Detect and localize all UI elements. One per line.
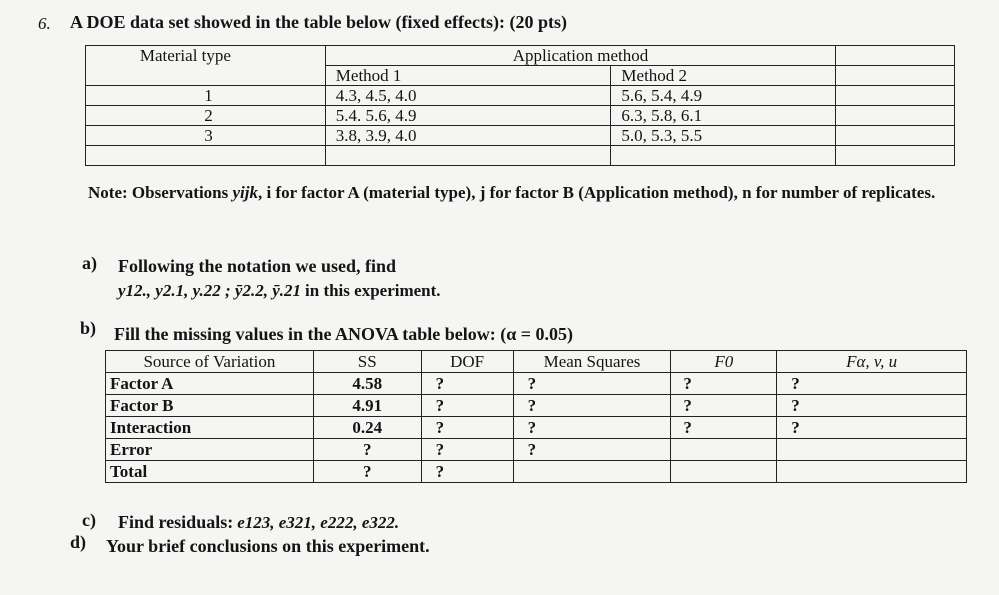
question-number: 6. <box>38 14 51 33</box>
note-symbol: yijk <box>232 183 258 202</box>
source-cell: Error <box>106 439 314 461</box>
material-type-header: Material type <box>86 46 326 86</box>
note-text <box>88 183 958 202</box>
note-body: , i for factor A (material type), j for factor B (Application method), n for number of replicates. <box>257 183 936 202</box>
ss-cell: ? <box>313 461 421 483</box>
ss-cell: 4.58 <box>313 373 421 395</box>
table-row <box>106 439 967 461</box>
source-cell: Interaction <box>106 417 314 439</box>
table-row <box>106 395 967 417</box>
f0-cell: ? <box>671 395 777 417</box>
application-method-header: Application method <box>325 46 835 66</box>
empty-cell <box>325 146 611 166</box>
method1-cell: 5.4. 5.6, 4.9 <box>325 106 611 126</box>
source-cell: Total <box>106 461 314 483</box>
part-c-text: Find residuals: <box>118 512 234 532</box>
table-row <box>86 86 955 106</box>
part-c-math: e123, e321, e222, e322. <box>237 513 400 532</box>
table-row <box>106 417 967 439</box>
ms-cell: ? <box>513 439 671 461</box>
method2-header: Method 2 <box>611 66 836 86</box>
method2-cell: 6.3, 5.8, 6.1 <box>611 106 836 126</box>
empty-cell <box>836 106 955 126</box>
f0-cell: ? <box>671 373 777 395</box>
empty-cell <box>836 46 955 66</box>
anova-header-row <box>106 351 967 373</box>
header-source: Source of Variation <box>106 351 314 373</box>
empty-cell <box>836 66 955 86</box>
material-type-cell: 3 <box>86 126 326 146</box>
f0-cell: ? <box>671 417 777 439</box>
dof-cell: ? <box>421 373 513 395</box>
method2-cell: 5.0, 5.3, 5.5 <box>611 126 836 146</box>
dof-cell: ? <box>421 439 513 461</box>
ss-cell: ? <box>313 439 421 461</box>
question-title: A DOE data set showed in the table below (fixed effects): (20 pts) <box>70 12 567 32</box>
ss-cell: 4.91 <box>313 395 421 417</box>
header-ss: SS <box>313 351 421 373</box>
empty-cell <box>836 86 955 106</box>
part-c-line <box>118 512 399 533</box>
fcrit-cell <box>777 461 967 483</box>
header-f0: F0 <box>671 351 777 373</box>
empty-cell <box>86 146 326 166</box>
part-b-text: Fill the missing values in the ANOVA table below: (α = 0.05) <box>114 324 573 344</box>
fcrit-cell: ? <box>777 417 967 439</box>
part-a-text: Following the notation we used, find <box>118 256 397 276</box>
table-row <box>86 106 955 126</box>
fcrit-cell: ? <box>777 395 967 417</box>
f0-cell <box>671 461 777 483</box>
fcrit-cell <box>777 439 967 461</box>
ms-cell: ? <box>513 395 671 417</box>
note-prefix: Note: Observations <box>88 183 229 202</box>
table-row <box>86 46 955 66</box>
ms-cell: ? <box>513 373 671 395</box>
fcrit-cell: ? <box>777 373 967 395</box>
part-a-math: y12., y2.1, y.22 ; ȳ2.2, ȳ.21 <box>118 281 302 300</box>
data-table <box>85 45 955 166</box>
ss-cell: 0.24 <box>313 417 421 439</box>
part-b-label: b) <box>80 318 97 338</box>
header-fcrit: Fα, v, u <box>777 351 967 373</box>
method2-cell: 5.6, 5.4, 4.9 <box>611 86 836 106</box>
material-type-cell: 1 <box>86 86 326 106</box>
source-cell: Factor A <box>106 373 314 395</box>
empty-cell <box>611 146 836 166</box>
dof-cell: ? <box>421 417 513 439</box>
method1-header: Method 1 <box>325 66 611 86</box>
material-type-cell: 2 <box>86 106 326 126</box>
part-a-suffix: in this experiment. <box>305 281 441 300</box>
header-dof: DOF <box>421 351 513 373</box>
table-row <box>86 126 955 146</box>
ms-cell <box>513 461 671 483</box>
method1-cell: 4.3, 4.5, 4.0 <box>325 86 611 106</box>
ms-cell: ? <box>513 417 671 439</box>
header-ms: Mean Squares <box>513 351 671 373</box>
anova-table <box>105 350 967 483</box>
part-a-math-line <box>118 281 441 301</box>
source-cell: Factor B <box>106 395 314 417</box>
dof-cell: ? <box>421 461 513 483</box>
part-a-label: a) <box>82 253 97 273</box>
part-c-label: c) <box>82 510 96 530</box>
method1-cell: 3.8, 3.9, 4.0 <box>325 126 611 146</box>
f0-cell <box>671 439 777 461</box>
table-row <box>86 146 955 166</box>
empty-cell <box>836 146 955 166</box>
part-d-label: d) <box>70 532 87 552</box>
dof-cell: ? <box>421 395 513 417</box>
table-row <box>106 373 967 395</box>
table-row <box>106 461 967 483</box>
empty-cell <box>836 126 955 146</box>
part-d-text: Your brief conclusions on this experiment. <box>106 536 430 556</box>
